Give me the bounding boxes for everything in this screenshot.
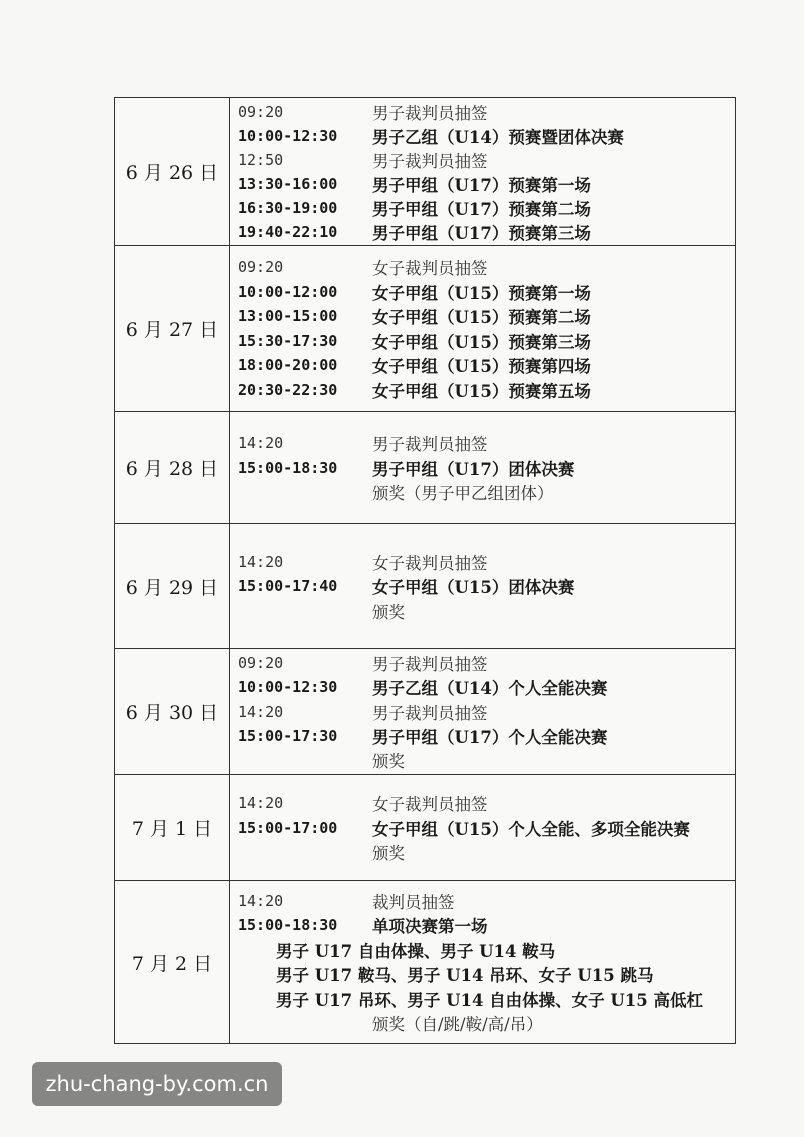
event-time: 16:30-19:00 — [238, 198, 338, 217]
event-line — [238, 938, 735, 963]
event-line — [238, 962, 735, 987]
date-cell: 6 月 27 日 — [115, 246, 230, 411]
event-line — [238, 255, 735, 280]
event-description: 单项决赛第一场 — [372, 917, 488, 937]
event-description: 颁奖 — [372, 844, 405, 863]
event-line — [238, 748, 735, 772]
event-time: 13:30-16:00 — [238, 174, 338, 193]
event-time: 14:20 — [238, 552, 284, 571]
date-cell: 7 月 2 日 — [115, 881, 230, 1043]
event-description: 女子甲组（U15）预赛第四场 — [372, 357, 591, 377]
event-description: 颁奖（自/跳/鞍/高/吊） — [372, 1015, 543, 1035]
event-description: 女子裁判员抽签 — [372, 259, 488, 279]
event-line — [238, 840, 735, 865]
event-time: 10:00-12:00 — [238, 282, 338, 301]
event-time: 09:20 — [238, 258, 284, 277]
event-line — [238, 913, 735, 938]
date-cell: 6 月 26 日 — [115, 98, 230, 245]
event-time: 15:00-18:30 — [238, 916, 338, 935]
event-time: 14:20 — [238, 891, 284, 910]
event-description: 女子甲组（U15）预赛第五场 — [372, 381, 591, 401]
event-line — [238, 889, 735, 914]
events-cell — [230, 524, 735, 648]
event-time: 14:20 — [238, 702, 284, 721]
event-line — [238, 987, 735, 1012]
event-time: 09:20 — [238, 102, 284, 121]
event-line — [238, 124, 735, 148]
event-time: 10:00-12:30 — [238, 126, 338, 145]
event-line — [238, 1011, 735, 1036]
watermark: zhu-chang-by.com.cn — [32, 1062, 282, 1106]
event-description: 男子裁判员抽签 — [372, 655, 488, 675]
event-description: 男子裁判员抽签 — [372, 103, 488, 123]
event-line — [238, 598, 735, 623]
date-cell: 6 月 29 日 — [115, 524, 230, 648]
event-line — [238, 148, 735, 172]
events-cell — [230, 98, 735, 245]
event-description: 男子裁判员抽签 — [372, 435, 488, 454]
event-line — [238, 699, 735, 723]
event-line — [238, 574, 735, 599]
event-description: 男子甲组（U17）预赛第一场 — [372, 175, 591, 195]
event-description: 裁判员抽签 — [372, 892, 455, 912]
date-cell: 6 月 28 日 — [115, 412, 230, 523]
event-line — [238, 329, 735, 354]
events-cell — [230, 246, 735, 411]
event-line — [238, 353, 735, 378]
event-description: 男子甲组（U17）团体决赛 — [372, 459, 575, 479]
date-cell: 6 月 30 日 — [115, 649, 230, 774]
event-line — [238, 378, 735, 403]
events-cell — [230, 649, 735, 774]
day-row — [115, 775, 735, 881]
event-detail: 男子 U17 自由体操、男子 U14 鞍马 — [276, 941, 556, 961]
event-line — [238, 196, 735, 220]
day-row — [115, 246, 735, 412]
event-description: 男子甲组（U17）预赛第二场 — [372, 199, 591, 219]
event-time: 18:00-20:00 — [238, 356, 338, 375]
event-time: 14:20 — [238, 434, 284, 452]
event-description: 男子甲组（U17）个人全能决赛 — [372, 727, 608, 747]
event-time: 15:30-17:30 — [238, 331, 338, 350]
event-line — [238, 724, 735, 748]
event-line — [238, 280, 735, 305]
event-time: 20:30-22:30 — [238, 380, 338, 399]
event-description: 男子裁判员抽签 — [372, 703, 488, 723]
event-description: 男子乙组（U14）个人全能决赛 — [372, 679, 608, 699]
event-line — [238, 304, 735, 329]
event-line — [238, 651, 735, 675]
event-description: 女子甲组（U15）团体决赛 — [372, 578, 575, 597]
event-time: 13:00-15:00 — [238, 307, 338, 326]
event-time: 15:00-17:40 — [238, 577, 338, 595]
event-time: 15:00-18:30 — [238, 458, 338, 477]
event-time: 15:00-17:00 — [238, 818, 338, 837]
date-cell: 7 月 1 日 — [115, 775, 230, 880]
schedule-table — [114, 97, 736, 1044]
event-description: 女子甲组（U15）个人全能、多项全能决赛 — [372, 819, 690, 839]
day-row — [115, 649, 735, 775]
event-description: 男子乙组（U14）预赛暨团体决赛 — [372, 127, 624, 147]
event-description: 颁奖 — [372, 751, 405, 771]
event-time: 15:00-17:30 — [238, 726, 338, 745]
event-time: 19:40-22:10 — [238, 222, 338, 241]
event-line — [238, 172, 735, 196]
event-description: 女子裁判员抽签 — [372, 795, 488, 814]
day-row — [115, 524, 735, 649]
event-description: 女子甲组（U15）预赛第一场 — [372, 283, 591, 303]
event-line — [238, 675, 735, 699]
event-detail: 男子 U17 吊环、男子 U14 自由体操、女子 U15 高低杠 — [276, 990, 704, 1010]
event-time: 09:20 — [238, 654, 284, 673]
event-line — [238, 815, 735, 840]
event-line — [238, 455, 735, 480]
day-row — [115, 881, 735, 1043]
event-time: 10:00-12:30 — [238, 678, 338, 697]
event-line — [238, 220, 735, 244]
event-description: 颁奖（男子甲乙组团体） — [372, 484, 554, 503]
event-time: 14:20 — [238, 794, 284, 812]
day-row — [115, 412, 735, 524]
event-description: 女子裁判员抽签 — [372, 553, 488, 573]
event-description: 男子甲组（U17）预赛第三场 — [372, 223, 591, 243]
events-cell — [230, 412, 735, 523]
event-line — [238, 100, 735, 124]
day-row — [115, 98, 735, 246]
event-detail: 男子 U17 鞍马、男子 U14 吊环、女子 U15 跳马 — [276, 966, 654, 986]
event-description: 女子甲组（U15）预赛第二场 — [372, 308, 591, 328]
event-line — [238, 549, 735, 574]
event-description: 颁奖 — [372, 602, 405, 622]
events-cell — [230, 775, 735, 880]
event-description: 女子甲组（U15）预赛第三场 — [372, 332, 591, 352]
event-description: 男子裁判员抽签 — [372, 151, 488, 171]
event-line — [238, 480, 735, 505]
event-line — [238, 791, 735, 816]
event-time: 12:50 — [238, 150, 284, 169]
events-cell — [230, 881, 735, 1043]
event-line — [238, 431, 735, 456]
